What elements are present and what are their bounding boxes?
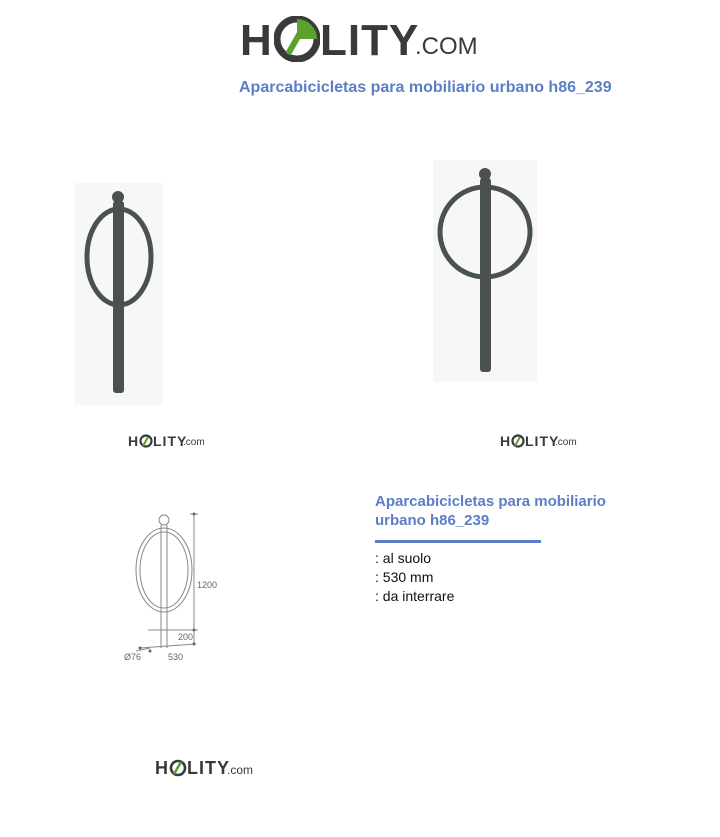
logo-suffix: .COM: [415, 33, 478, 60]
footer-logo: H LITY .com: [155, 758, 254, 778]
bike-rack-front-icon: [433, 160, 537, 382]
photo-logo-right: H LITY .com: [500, 433, 577, 449]
product-title-line-1: Aparcabicicletas para mobiliario: [375, 493, 606, 510]
logo-o-icon: [511, 434, 525, 448]
dimension-height: 1200: [197, 580, 218, 590]
logo-word-lity: LITY: [320, 16, 420, 65]
product-photo-front[interactable]: [433, 160, 537, 382]
spec-list: [375, 549, 655, 606]
logo-letter-h: H: [240, 16, 273, 65]
logo-o-icon: [139, 434, 153, 448]
logo-o-icon: [274, 16, 320, 62]
product-photo-side[interactable]: [75, 183, 163, 405]
spec-item: : da interrare: [375, 588, 455, 604]
bike-rack-side-icon: [75, 183, 163, 405]
logo-o-icon: [169, 759, 187, 777]
brand-logo[interactable]: [240, 12, 485, 64]
dimension-depth: 200: [178, 632, 194, 642]
spec-item: : 530 mm: [375, 569, 434, 585]
title-underline: [375, 540, 541, 543]
page-title: Aparcabicicletas para mobiliario urbano h86_239: [239, 79, 612, 96]
product-description: [375, 492, 655, 606]
dimension-width: 530: [168, 652, 184, 662]
dimension-diameter: Ø76: [124, 652, 142, 662]
photo-logo-left: H LITY .com: [128, 433, 205, 449]
spec-item: : al suolo: [375, 550, 432, 566]
technical-drawing[interactable]: [120, 508, 230, 668]
product-title-line-2: urbano h86_239: [375, 512, 490, 529]
